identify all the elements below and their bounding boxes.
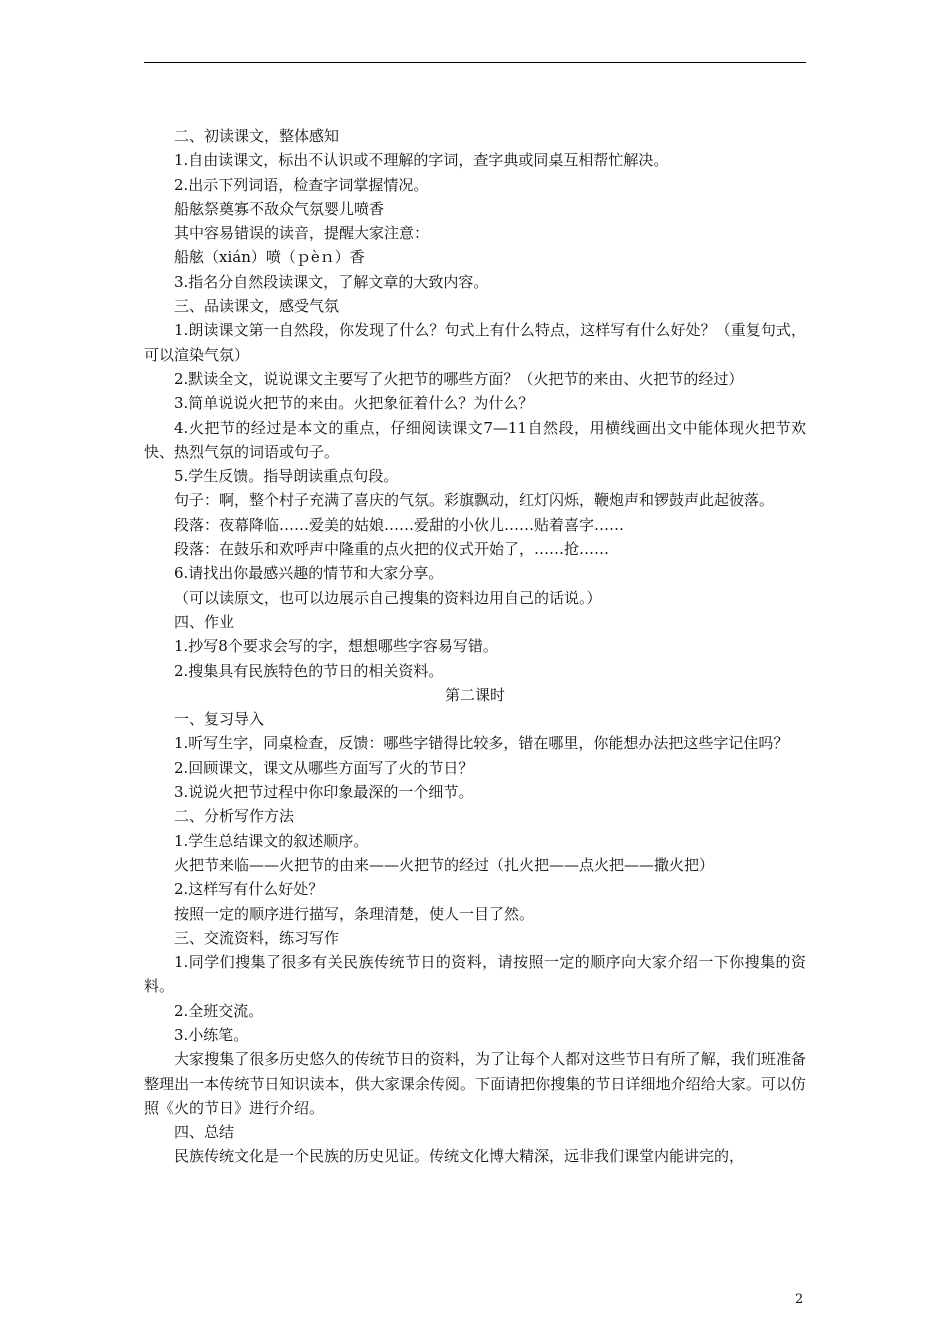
paragraph: 船舷（xián）喷（ｐèｎ）香 (174, 248, 365, 267)
paragraph: 一、复习导入 (174, 710, 265, 729)
paragraph: 2.搜集具有民族特色的节日的相关资料。 (174, 661, 444, 680)
paragraph: 2.回顾课文，课文从哪些方面写了火的节日？ (174, 758, 474, 777)
paragraph: 5.学生反馈。指导朗读重点句段。 (174, 467, 399, 486)
paragraph: 1.朗读课文第一自然段，你发现了什么？句式上有什么特点，这样写有什么好处？（重复句式，可以渲染气氛） (144, 321, 806, 364)
paragraph: 句子：啊，整个村子充满了喜庆的气氛。彩旗飘动，红灯闪烁，鞭炮声和锣鼓声此起彼落。 (174, 491, 775, 510)
paragraph: 1.自由读课文，标出不认识或不理解的字词，查字典或同桌互相帮忙解决。 (174, 151, 669, 170)
paragraph: 段落：在鼓乐和欢呼声中隆重的点火把的仪式开始了，……抢…… (174, 540, 610, 559)
section-heading: 第二课时 (444, 685, 505, 704)
paragraph: 船舷祭奠寡不敌众气氛婴儿喷香 (174, 199, 385, 218)
paragraph: 3.小练笔。 (174, 1025, 249, 1044)
document-body (144, 124, 806, 1169)
paragraph: （可以读原文，也可以边展示自己搜集的资料边用自己的话说。） (174, 588, 602, 607)
paragraph: 3.说说火把节过程中你印象最深的一个细节。 (174, 783, 474, 802)
paragraph: 2.这样写有什么好处？ (174, 880, 324, 899)
paragraph: 二、分析写作方法 (174, 807, 295, 826)
paragraph: 三、品读课文，感受气氛 (174, 297, 340, 316)
paragraph: 2.默读全文，说说课文主要写了火把节的哪些方面？（火把节的来由、火把节的经过） (174, 369, 744, 388)
paragraph: 二、初读课文，整体感知 (174, 127, 340, 145)
paragraph: 四、作业 (174, 612, 235, 631)
paragraph: 按照一定的顺序进行描写，条理清楚，使人一目了然。 (174, 904, 535, 923)
paragraph: 民族传统文化是一个民族的历史见证。传统文化博大精深，远非我们课堂内能讲完的， (174, 1147, 745, 1166)
paragraph: 火把节来临——火把节的由来——火把节的经过（扎火把——点火把——撒火把） (174, 855, 715, 874)
paragraph: 1.学生总结课文的叙述顺序。 (174, 831, 369, 850)
paragraph: 3.指名分自然段读课文，了解文章的大致内容。 (174, 272, 489, 291)
page-number: 2 (795, 1292, 804, 1307)
paragraph: 四、总结 (174, 1123, 235, 1142)
paragraph: 大家搜集了很多历史悠久的传统节日的资料，为了让每个人都对这些节日有所了解，我们班准备整理出一本传统节日知识读本，供大家课余传阅。下面请把你搜集的节日详细地介绍给大家。可以仿照《火的节日》进行介绍。 (144, 1050, 806, 1117)
header-rule (144, 62, 806, 63)
paragraph: 段落：夜幕降临……爱美的姑娘……爱甜的小伙儿……贴着喜字…… (174, 515, 625, 534)
paragraph: 1.听写生字，同桌检查，反馈：哪些字错得比较多，错在哪里，你能想办法把这些字记住吗？ (174, 734, 789, 753)
paragraph: 其中容易错误的读音，提醒大家注意： (174, 224, 430, 243)
paragraph: 2.出示下列词语，检查字词掌握情况。 (174, 175, 429, 194)
paragraph: 3.简单说说火把节的来由。火把象征着什么？为什么？ (174, 394, 534, 413)
paragraph: 4.火把节的经过是本文的重点，仔细阅读课文7—11自然段，用横线画出文中能体现火把节欢快、热烈气氛的词语或句子。 (144, 418, 806, 461)
paragraph: 1.抄写8个要求会写的字，想想哪些字容易写错。 (174, 637, 498, 656)
paragraph: 三、交流资料，练习写作 (174, 928, 340, 947)
paragraph: 6.请找出你最感兴趣的情节和大家分享。 (174, 564, 444, 583)
paragraph: 2.全班交流。 (174, 1001, 264, 1020)
paragraph: 1.同学们搜集了很多有关民族传统节日的资料，请按照一定的顺序向大家介绍一下你搜集的资料。 (144, 953, 806, 996)
